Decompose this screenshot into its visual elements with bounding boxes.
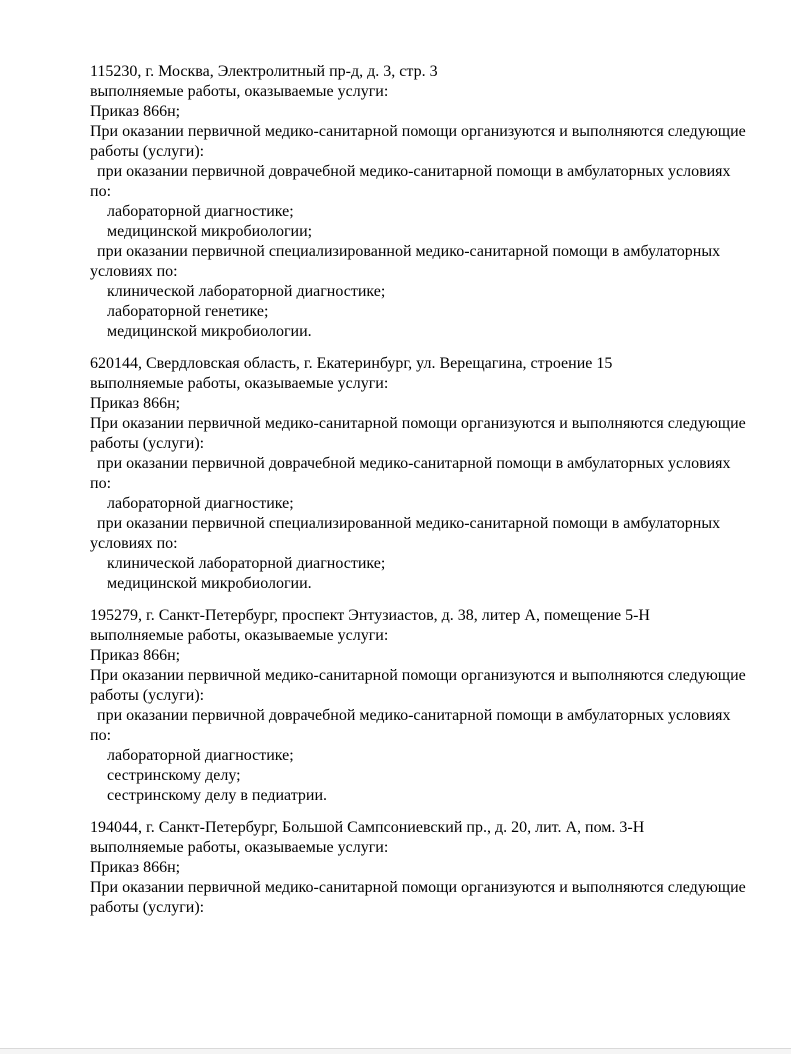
text-line: клинической лабораторной диагностике; (107, 283, 386, 300)
text-line: условиях по: (90, 535, 178, 552)
text-line: работы (услуги): (90, 687, 205, 704)
text-line: при оказании первичной доврачебной медико-санитарной помощи в амбулаторных условиях (97, 455, 731, 472)
address-line: 195279, г. Санкт-Петербург, проспект Энтузиастов, д. 38, литер А, помещение 5-Н (90, 607, 650, 624)
text-line: лабораторной диагностике; (107, 495, 294, 512)
text-line: по: (90, 727, 112, 744)
text-line: при оказании первичной доврачебной медико-санитарной помощи в амбулаторных условиях (97, 163, 731, 180)
address-line: 115230, г. Москва, Электролитный пр-д, д. 3, стр. 3 (90, 63, 438, 80)
text-line: работы (услуги): (90, 899, 205, 916)
text-line: выполняемые работы, оказываемые услуги: (90, 627, 389, 644)
text-line: клинической лабораторной диагностике; (107, 555, 386, 572)
text-line: медицинской микробиологии. (107, 575, 312, 592)
text-line: При оказании первичной медико-санитарной помощи организуются и выполняются следующие (90, 879, 746, 896)
license-addresses-document (90, 62, 746, 918)
text-line: медицинской микробиологии. (107, 323, 312, 340)
text-line: сестринскому делу; (107, 767, 241, 784)
text-line: сестринскому делу в педиатрии. (107, 787, 328, 804)
text-line: медицинской микробиологии; (107, 223, 313, 240)
text-line: выполняемые работы, оказываемые услуги: (90, 83, 389, 100)
text-line: При оказании первичной медико-санитарной помощи организуются и выполняются следующие (90, 667, 746, 684)
address-block (90, 62, 746, 342)
text-line: по: (90, 183, 112, 200)
text-line: При оказании первичной медико-санитарной помощи организуются и выполняются следующие (90, 415, 746, 432)
text-line: условиях по: (90, 263, 178, 280)
text-line: Приказ 866н; (90, 647, 181, 664)
text-line: лабораторной генетике; (107, 303, 269, 320)
text-line: работы (услуги): (90, 435, 205, 452)
address-line: 194044, г. Санкт-Петербург, Большой Сампсониевский пр., д. 20, лит. А, пом. 3-Н (90, 819, 645, 836)
text-line: при оказании первичной специализированной медико-санитарной помощи в амбулаторных (97, 243, 721, 260)
text-line: лабораторной диагностике; (107, 747, 294, 764)
text-line: Приказ 866н; (90, 103, 181, 120)
text-line: при оказании первичной специализированной медико-санитарной помощи в амбулаторных (97, 515, 721, 532)
text-line: При оказании первичной медико-санитарной помощи организуются и выполняются следующие (90, 123, 746, 140)
text-line: по: (90, 475, 112, 492)
text-line: Приказ 866н; (90, 395, 181, 412)
address-block (90, 818, 746, 918)
text-line: лабораторной диагностике; (107, 203, 294, 220)
text-line: при оказании первичной доврачебной медико-санитарной помощи в амбулаторных условиях (97, 707, 731, 724)
text-line: выполняемые работы, оказываемые услуги: (90, 375, 389, 392)
text-line: работы (услуги): (90, 143, 205, 160)
address-block (90, 354, 746, 594)
address-block (90, 606, 746, 806)
horizontal-scrollbar[interactable] (0, 1048, 791, 1054)
text-line: Приказ 866н; (90, 859, 181, 876)
address-line: 620144, Свердловская область, г. Екатеринбург, ул. Верещагина, строение 15 (90, 355, 613, 372)
text-line: выполняемые работы, оказываемые услуги: (90, 839, 389, 856)
